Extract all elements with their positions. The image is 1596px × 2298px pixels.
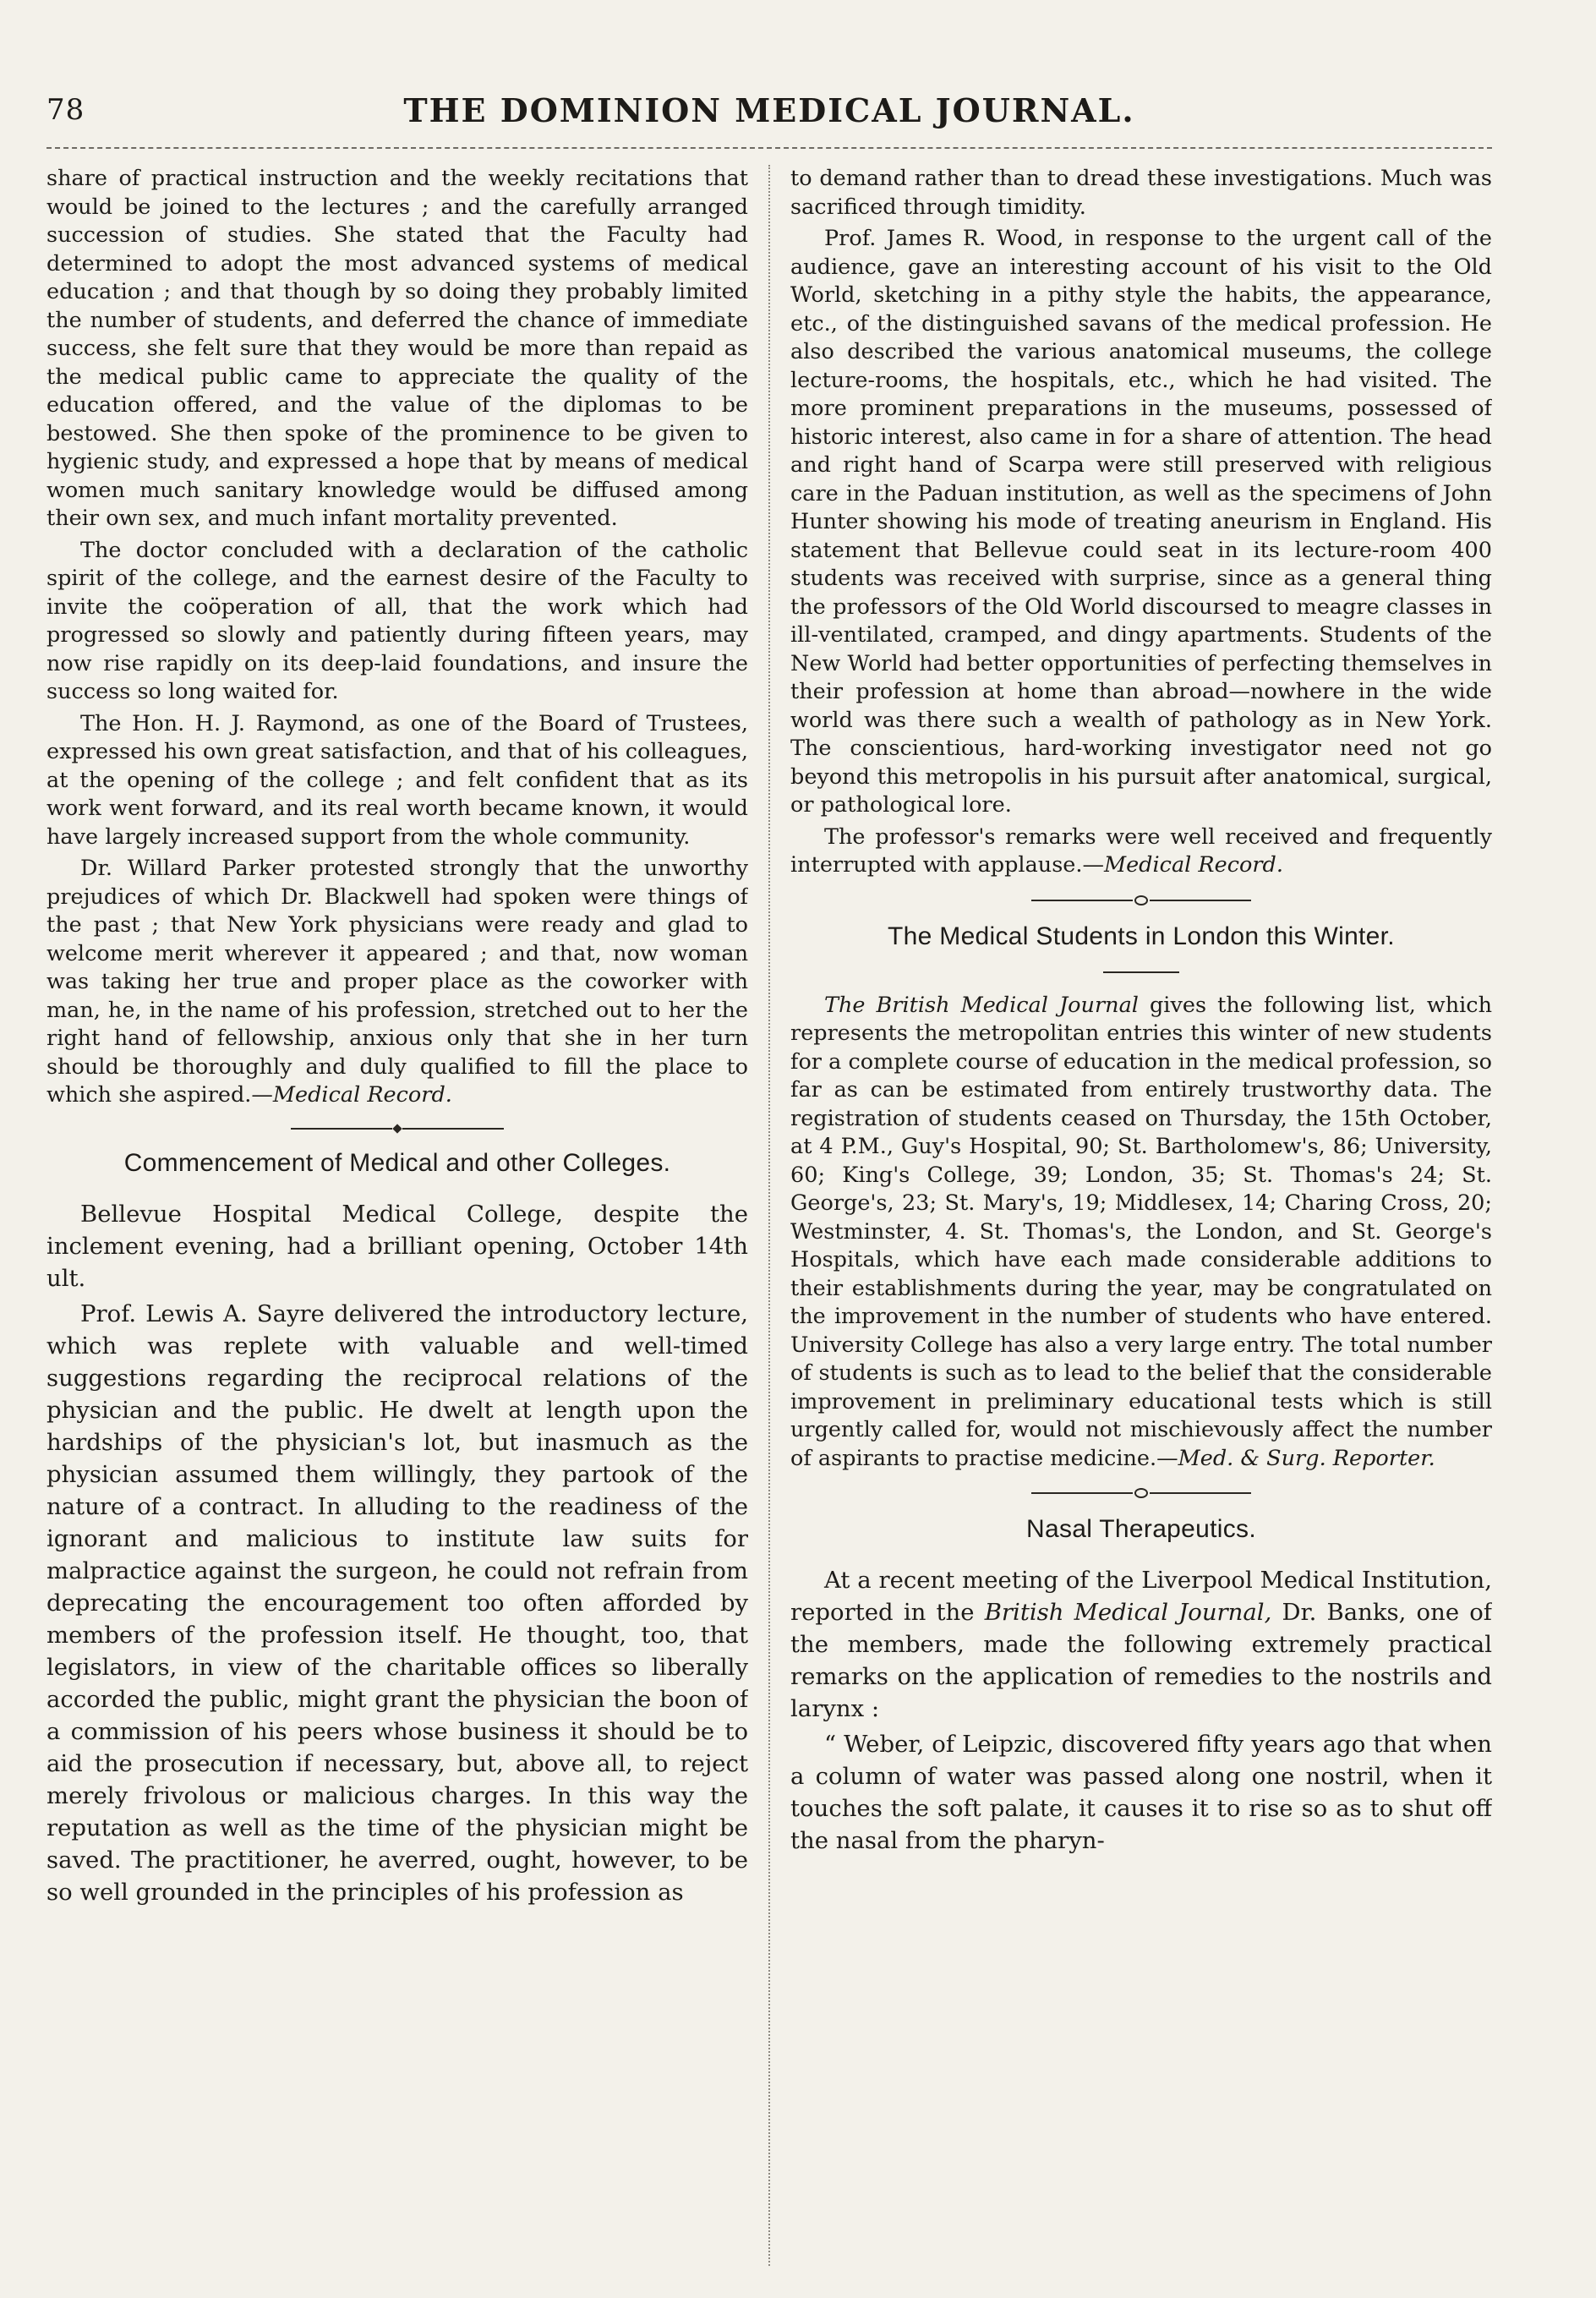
paragraph [790,992,1492,1474]
journal-name: British Medical Journal, [984,1599,1272,1626]
paragraph: Prof. James R. Wood, in response to the urgent call of the audience, gave an interesting account of his visit to the Old World, sketching in a pithy style the habits, the appearance, etc., of the distinguished savans of the medical profession. He also described the various anatomical museums, the college lecture-rooms, the hospitals, etc., which he had visited. The more prominent preparations in the museums, possessed of historic interest, also came in for a share of attention. The head and right hand of Scarpa were still preserved with religious care in the Paduan institution, as well as the specimens of John Hunter showing his mode of treating aneurism in England. His statement that Bellevue could seat in its lecture-room 400 students was received with surprise, since as a general thing the professors of the Old World discoursed to meagre classes in ill-ventilated, cramped, and dingy apartments. Students of the New World had better opportunities of perfecting themselves in their profession at home than abroad—nowhere in the wide world was there such a wealth of pathology as in New York. The conscientious, hard-working investigator need not go beyond this metropolis in his pursuit after anatomical, surgical, or pathological lore. [790,226,1492,818]
paragraph-text: Dr. Banks, one of the members, made the following extremely practical remarks on the application of remedies to the nostrils and larynx : [790,1599,1492,1722]
divider-line [402,1128,504,1130]
journal-page [46,85,1492,2266]
paragraph: share of practical instruction and the weekly recitations that would be joined to the lectures ; and the carefully arranged succession of studies. She stated that the Faculty had determined to adopt the most advanced systems of medical education ; and that though by so doing they probably limited the number of students, and deferred the chance of immediate success, she felt sure that they would be more than repaid as the medical public came to appreciate the quality of the education offered, and the value of the diplomas to be bestowed. She then spoke of the prominence to be given to hygienic study, and expressed a hope that by means of medical women much sanitary knowledge would be diffused among their own sex, and much infant mortality prevented. [46,166,748,531]
divider-line [291,1128,392,1130]
paragraph: The doctor concluded with a declaration of the catholic spirit of the college, and the earnest desire of the Faculty to invite the coöperation of all, that the work which had progressed so slowly and patiently during fifteen years, may now rise rapidly on its deep-laid foundations, and insure the success so long waited for. [46,537,748,704]
paragraph: “ Weber, of Leipzic, discovered fifty years ago that when a column of water was passed along one nostril, when it touches the soft palate, it causes it to rise so as to shut off the nasal from the pharyn- [790,1731,1492,1854]
section-divider [790,1488,1492,1498]
paragraph [46,855,748,1110]
paragraph-text: gives the following list, which represents the metropolitan entries this winter of new students for a complete course of education in the medical profession, so far as can be estimated from entirely trustworthy data. The registration of students ceased on Thursday, the 15th October, at 4 P.M., Guy's Hospital, 90; St. Bartholomew's, 86; University, 60; King's College, 39; London, 35; St. Thomas's 24; St. George's, 23; St. Mary's, 19; Middlesex, 14; Charing Cross, 20; Westminster, 4. St. Thomas's, the London, and St. George's Hospitals, which have each made considerable additions to their establishments during the year, may be congratulated on the improvement in the number of students who have entered. University College has also a very large entry. The total number of students is such as to lead to the belief that the considerable improvement in preliminary educational tests which is still urgently called for, would not mischievously affect the number of aspirants to practise medicine.— [790,992,1492,1471]
left-column [46,165,748,2266]
running-header [46,85,1492,149]
source-citation: Med. & Surg. Reporter. [1178,1445,1435,1471]
heading-rule [1103,971,1179,973]
section-heading: Commencement of Medical and other Colleges. [123,1148,671,1177]
paragraph: The Hon. H. J. Raymond, as one of the Board of Trustees, expressed his own great satisfaction, and that of his colleagues, at the opening of the college ; and felt confident that as its work went forward, and its real worth became known, it would have largely increased support from the whole community. [46,710,748,850]
source-citation: Medical Record. [1103,852,1283,878]
divider-ornament [1134,1488,1148,1498]
column-rule [768,165,770,2266]
paragraph: to demand rather than to dread these investigations. Much was sacrificed through timidity. [790,166,1492,220]
paragraph-text: The professor's remarks were well received and frequently interrupted with applause.— [790,823,1492,878]
divider-line [1150,900,1251,901]
divider-line [1031,900,1133,901]
section-heading: The Medical Students in London this Winter. [888,922,1395,950]
section-heading: Nasal Therapeutics. [1026,1515,1256,1543]
source-citation: Medical Record. [272,1082,452,1108]
paragraph-text: Dr. Willard Parker protested strongly that the unworthy prejudices of which Dr. Blackwell had spoken were things of the past ; that New York physicians were ready and glad to welcome merit wherever it appeared ; and that, now woman was taking her true and proper place as the coworker with man, he, in the name of his profession, stretched out to her the right hand of fellowship, anxious only that she in her turn should be thoroughly and duly qualified to fill the place to which she aspired.— [46,856,748,1108]
section-divider [790,895,1492,906]
article-columns [46,165,1492,2266]
right-column [790,165,1492,2266]
divider-line [1150,1492,1251,1494]
section-divider [46,1125,748,1132]
page-number: 78 [46,93,85,127]
paragraph-text: At a recent meeting of the Liverpool Medical Institution, reported in the [790,1567,1492,1626]
paragraph: Prof. Lewis A. Sayre delivered the introductory lecture, which was replete with valuable and well-timed suggestions regarding the reciprocal relations of the physician and the public. He dwelt at length upon the hardships of the physician's lot, but inasmuch as the physician assumed them willingly, they partook of the nature of a contract. In alluding to the readiness of the ignorant and malicious to institute law suits for malpractice against the surgeon, he could not refrain from deprecating the encouragement too often afforded by members of the profession itself. He thought, too, that legislators, in view of the charitable offices so liberally accorded the public, might grant the physician the boon of a commission of his peers whose business it should be to aid the prosecution if necessary, but, above all, to reject merely frivolous or malicious charges. In this way the reputation as well as the time of the physician might be saved. The practitioner, he averred, ought, however, to be so well grounded in the principles of his profession as [46,1299,748,1906]
divider-ornament [1134,895,1148,906]
divider-ornament [392,1124,402,1133]
paragraph: Bellevue Hospital Medical College, despite the inclement evening, had a brilliant opening, October 14th ult. [46,1200,748,1292]
paragraph [790,823,1492,880]
journal-title: THE DOMINION MEDICAL JOURNAL. [403,91,1135,129]
divider-line [1031,1492,1133,1494]
journal-name: The British Medical Journal [824,992,1139,1018]
paragraph [790,1564,1492,1725]
